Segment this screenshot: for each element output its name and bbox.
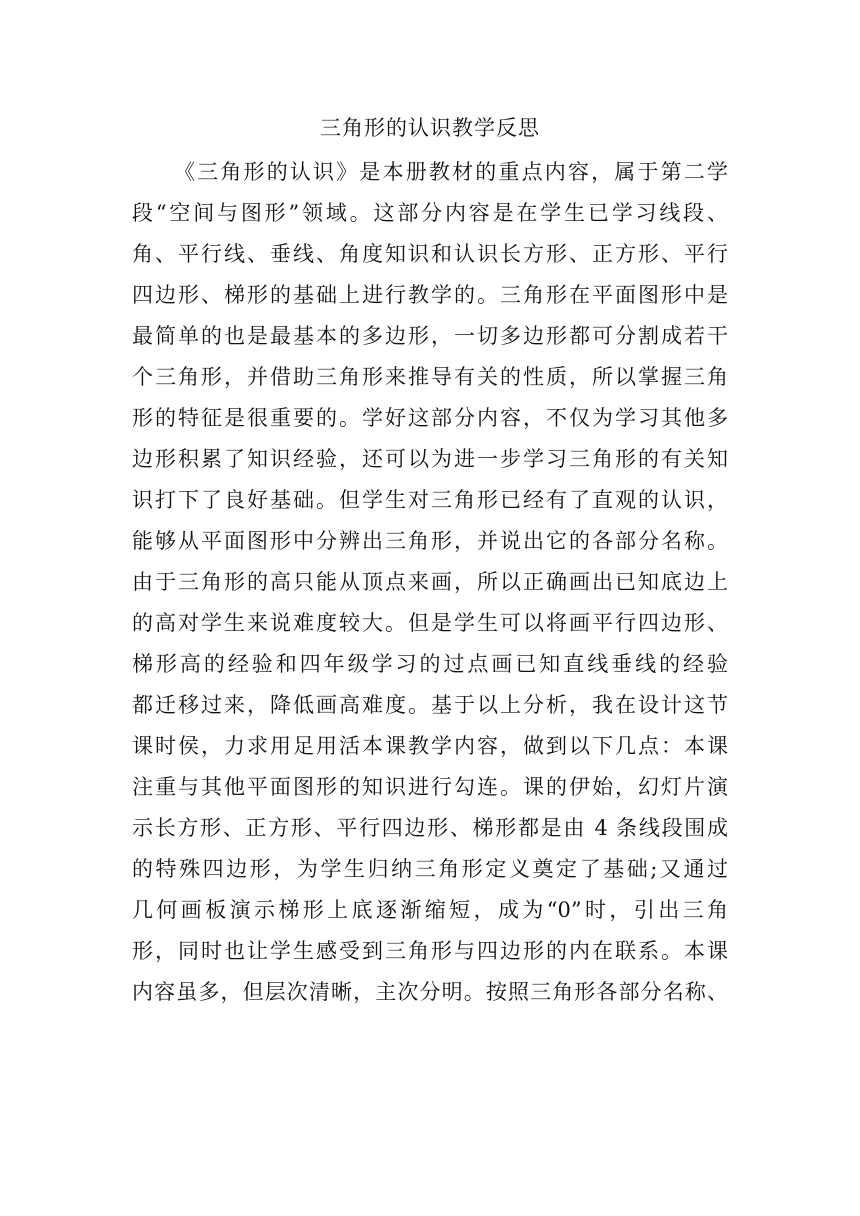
document-title: 三角形的认识教学反思 [320,116,540,140]
paragraph-line: 个三角形，并借助三角形来推导有关的性质，所以掌握三角 [132,365,728,389]
paragraph-line: 边形积累了知识经验，还可以为进一步学习三角形的有关知 [132,447,728,471]
paragraph-line: 最简单的也是最基本的多边形，一切多边形都可分割成若干 [132,324,728,348]
paragraph-line: 的高对学生来说难度较大。但是学生可以将画平行四边形、 [132,611,728,635]
paragraph-line: 注重与其他平面图形的知识进行勾连。课的伊始，幻灯片演 [132,775,728,799]
paragraph-line: 由于三角形的高只能从顶点来画，所以正确画出已知底边上 [132,570,728,594]
paragraph-line: 识打下了良好基础。但学生对三角形已经有了直观的认识， [132,488,728,512]
paragraph-line: 段“空间与图形”领域。这部分内容是在学生已学习线段、 [132,201,728,225]
paragraph-line: 内容虽多，但层次清晰，主次分明。按照三角形各部分名称、 [132,980,728,1004]
paragraph-line: 都迁移过来，降低画高难度。基于以上分析，我在设计这节 [132,693,728,717]
paragraph-line: 的特殊四边形，为学生归纳三角形定义奠定了基础;又通过 [132,857,728,881]
paragraph-line: 能够从平面图形中分辨出三角形，并说出它的各部分名称。 [132,529,728,553]
paragraph-line: 几何画板演示梯形上底逐渐缩短，成为“0”时，引出三角 [132,898,728,922]
paragraph-line: 梯形高的经验和四年级学习的过点画已知直线垂线的经验 [132,652,728,676]
paragraph-line: 四边形、梯形的基础上进行教学的。三角形在平面图形中是 [132,283,728,307]
paragraph-line: 《三角形的认识》是本册教材的重点内容，属于第二学 [174,160,728,184]
paragraph-line: 示长方形、正方形、平行四边形、梯形都是由 4 条线段围成 [132,816,728,840]
paragraph-line: 形的特征是很重要的。学好这部分内容，不仅为学习其他多 [132,406,728,430]
paragraph-line: 角、平行线、垂线、角度知识和认识长方形、正方形、平行 [132,242,728,266]
paragraph-line: 课时侯，力求用足用活本课教学内容，做到以下几点：本课 [132,734,728,758]
paragraph-line: 形，同时也让学生感受到三角形与四边形的内在联系。本课 [132,939,728,963]
